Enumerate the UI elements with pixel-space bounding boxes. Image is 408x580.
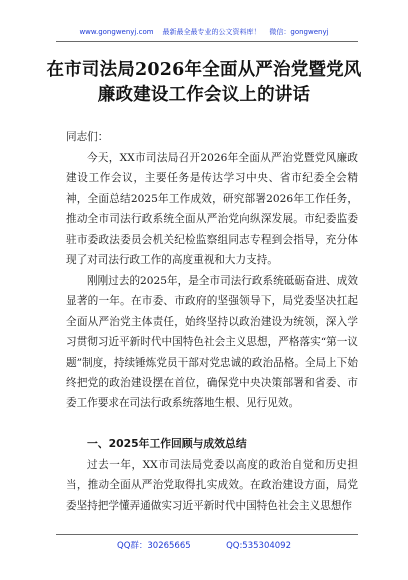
- body-paragraph-2-block: [66, 271, 358, 414]
- header-divider: [56, 41, 358, 42]
- section-paragraph-block: [66, 455, 358, 516]
- document-title: 在市司法局2026年全面从严治党暨党风廉政建设工作会议上的讲话: [46, 60, 362, 105]
- section-heading: 一、2025年工作回顾与成效总结: [87, 437, 247, 450]
- footer-qq: QQ:535304092: [226, 541, 291, 551]
- greeting: 同志们：: [66, 131, 109, 143]
- body-paragraph: 今天，XX市司法局召开2026年全面从严治党暨党风廉政建设工作会议，主要任务是传达学习中央、省市纪委全会精神，全面总结2025年工作成效，研究部署2026年工作任务，推动全市司法行政系统全面从严治党向纵深发展。市纪委监委驻市委政法委员会机关纪检监察组同志专程到会指导，充分体现了对司法行政工作的高度重视和大力支持。: [66, 152, 358, 267]
- section-paragraph: 过去一年，XX市司法局党委以高度的政治自觉和历史担当，推动全面从严治党取得扎实成效。在政治建设方面，局党委坚持把学懂弄通做实习近平新时代中国特色社会主义思想作: [66, 459, 358, 512]
- body-paragraph-1-block: [66, 148, 358, 270]
- header-site-url[interactable]: www.gongwenyj.com: [79, 28, 154, 36]
- page-footer: [0, 540, 408, 552]
- header-wechat: 微信：gongwenyj: [269, 28, 329, 36]
- footer-divider: [56, 534, 358, 535]
- header-slogan: 最新最全最专业的公文资料库！: [162, 28, 261, 36]
- footer-qq-group: QQ群：30265665: [117, 541, 191, 551]
- page-header: [0, 27, 408, 37]
- body-paragraph: 刚刚过去的2025年，是全市司法行政系统砥砺奋进、成效显著的一年。在市委、市政府的坚强领导下，局党委坚决扛起全面从严治党主体责任，始终坚持以政治建设为统领，深入学习贯彻习近平新时代中国特色社会主义思想，严格落实“第一议题”制度，持续锤炼党员干部对党忠诚的政治品格。全局上下始终把党的政治建设摆在首位，确保党中央决策部署和省委、市委工作要求在司法行政系统落地生根、见行见效。: [66, 275, 358, 410]
